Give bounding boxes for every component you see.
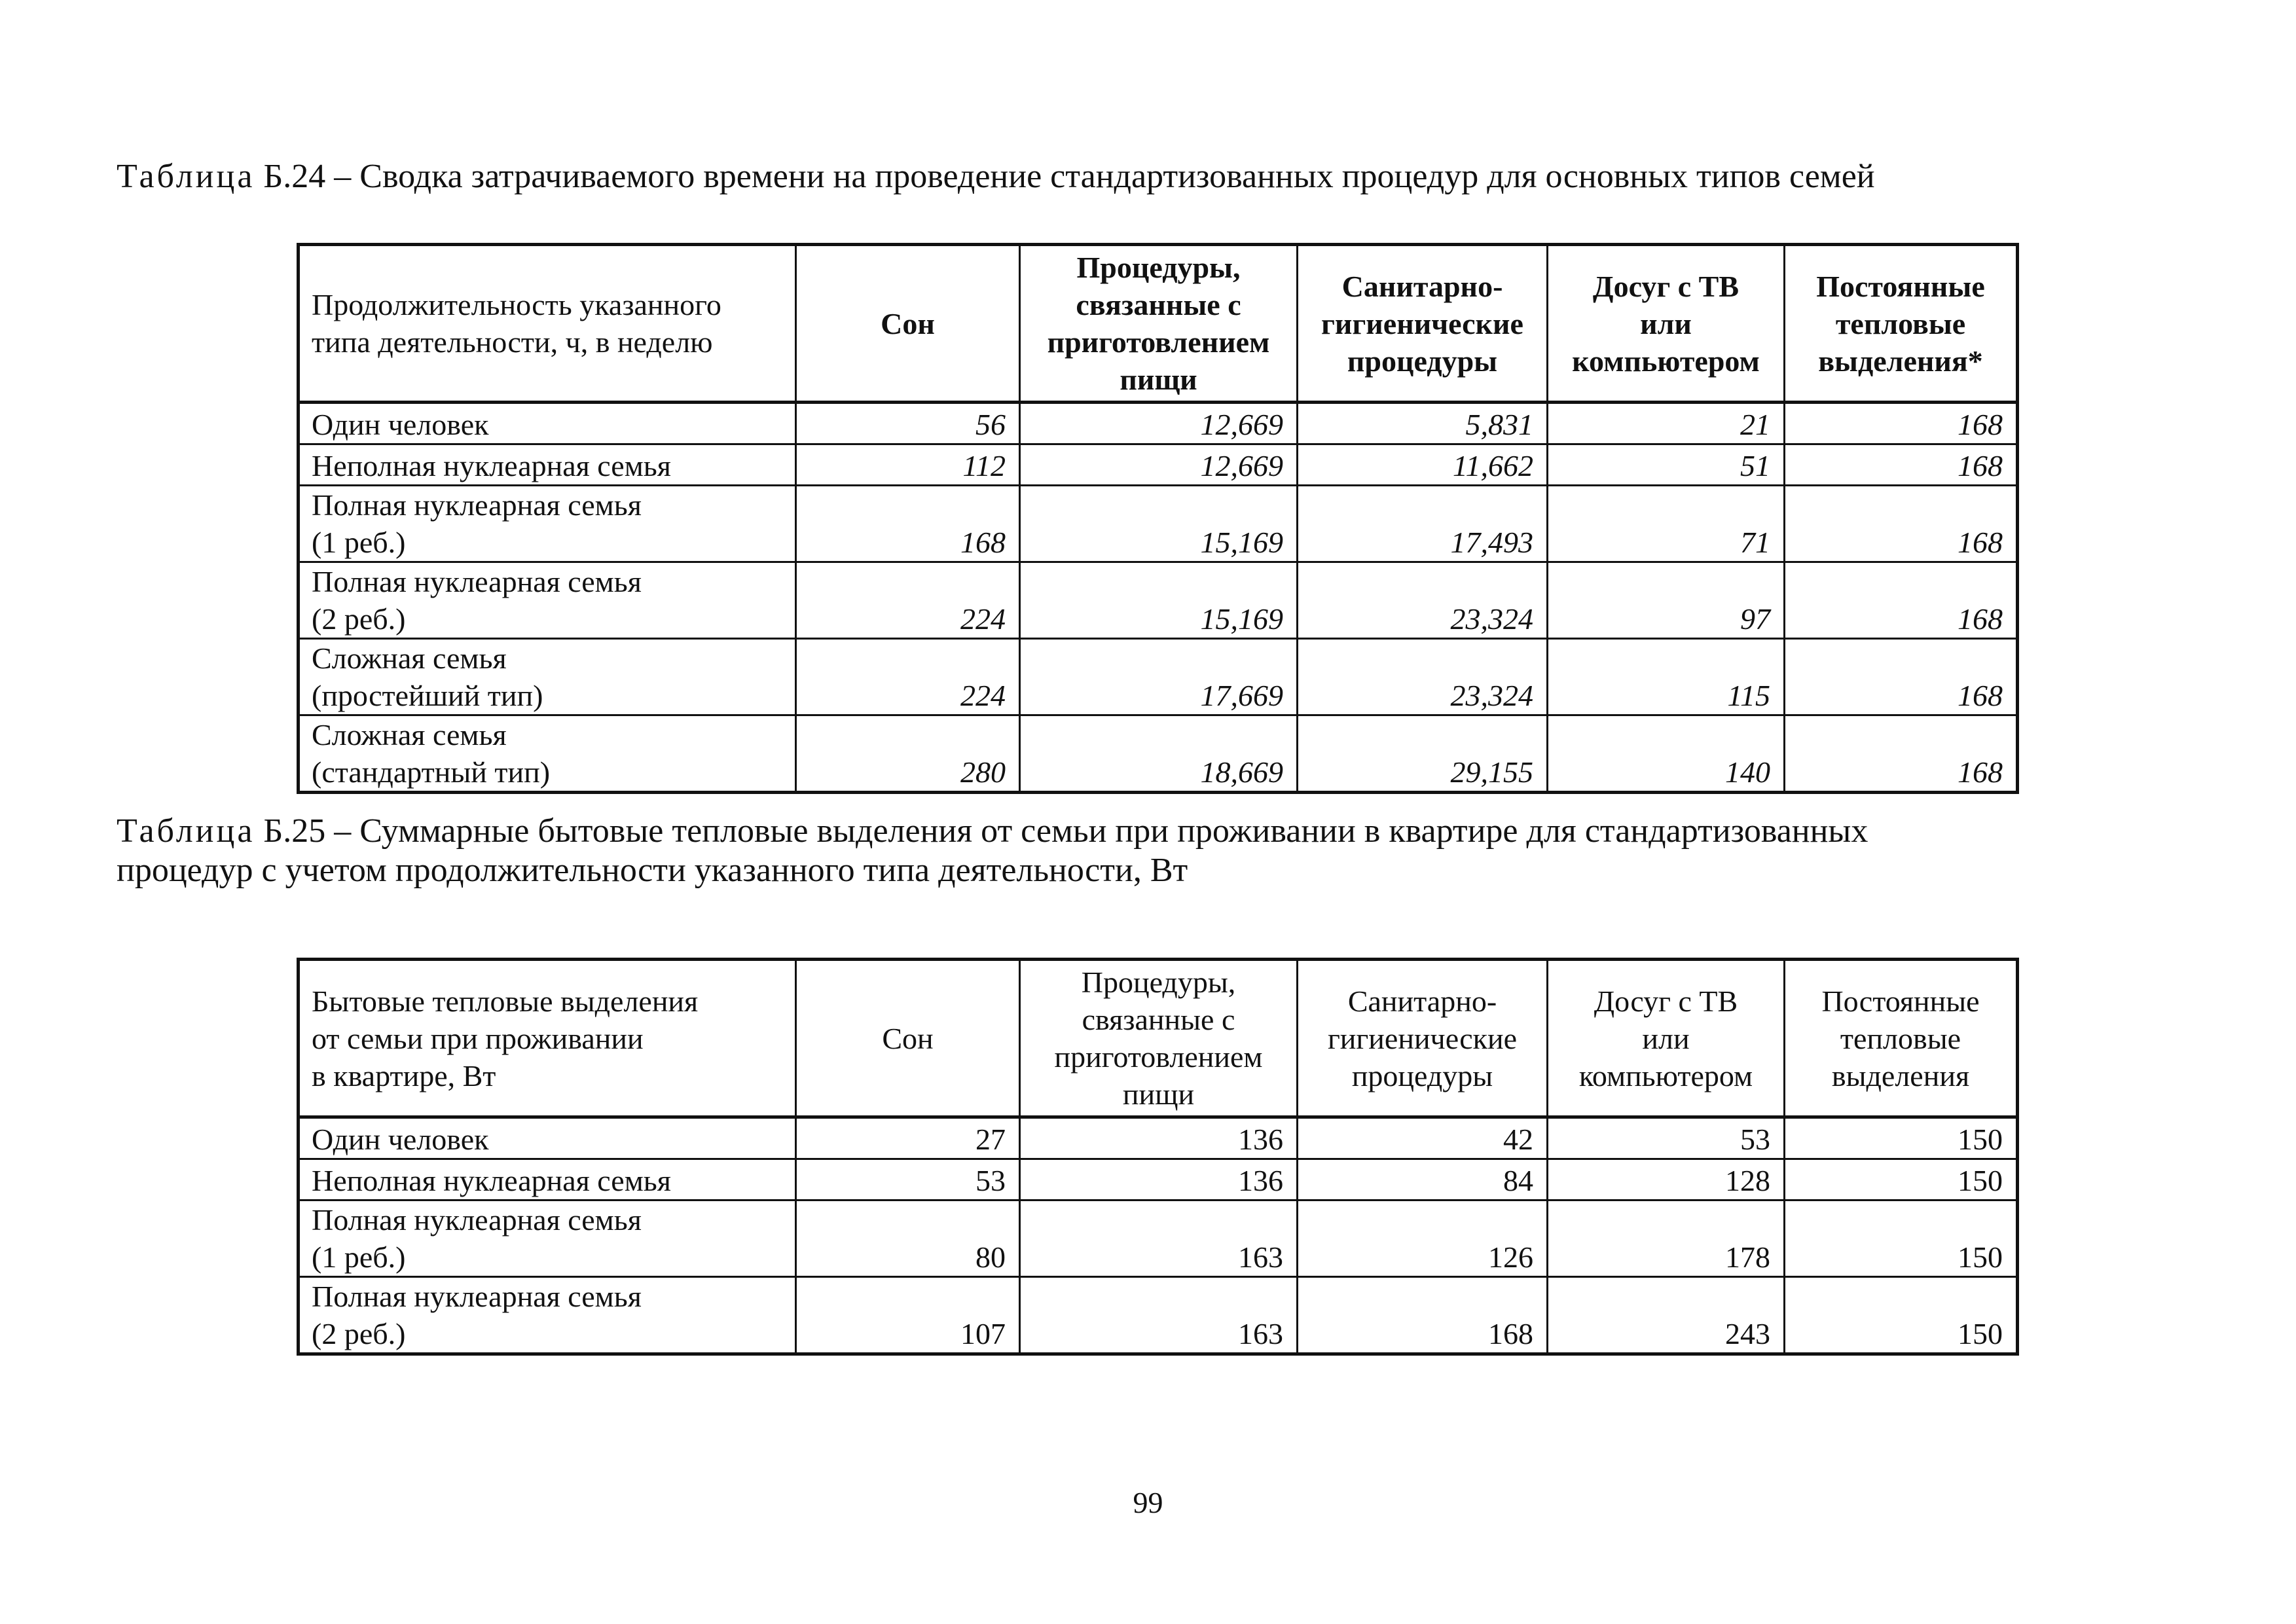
- table-cell: 21: [1548, 403, 1785, 444]
- table-row: [299, 403, 2018, 444]
- table-b24-caption-text: Б.24 – Сводка затрачиваемого времени на проведение стандартизованных процедур для основных типов семей: [255, 158, 1875, 195]
- column-header: Санитарно- гигиенические процедуры: [1298, 245, 1548, 403]
- table-cell: 51: [1548, 444, 1785, 486]
- table-cell: 150: [1785, 1277, 2018, 1354]
- table-row: [299, 486, 2018, 562]
- table-cell: 168: [1785, 403, 2018, 444]
- table-cell: 140: [1548, 715, 1785, 793]
- table-cell: 128: [1548, 1159, 1785, 1200]
- row-label: Один человек: [299, 1117, 796, 1159]
- table-cell: 107: [796, 1277, 1020, 1354]
- column-header: Санитарно- гигиенические процедуры: [1298, 960, 1548, 1117]
- row-label: Полная нуклеарная семья (2 реб.): [299, 1277, 796, 1354]
- table-cell: 42: [1298, 1117, 1548, 1159]
- table-cell: 224: [796, 562, 1020, 639]
- table-cell: 150: [1785, 1117, 2018, 1159]
- page-number: 99: [1133, 1486, 1163, 1519]
- table-cell: 5,831: [1298, 403, 1548, 444]
- table-cell: 168: [1785, 486, 2018, 562]
- table-cell: 168: [1785, 444, 2018, 486]
- table-cell: 168: [1785, 715, 2018, 793]
- table-cell: 168: [1298, 1277, 1548, 1354]
- table-cell: 136: [1020, 1117, 1298, 1159]
- table-b25-caption: [117, 812, 2120, 890]
- table-row: [299, 444, 2018, 486]
- table-cell: 84: [1298, 1159, 1548, 1200]
- table-cell: 56: [796, 403, 1020, 444]
- table-row: [299, 715, 2018, 793]
- table-header-row: [299, 960, 2018, 1117]
- table-cell: 126: [1298, 1200, 1548, 1277]
- table-row: [299, 562, 2018, 639]
- row-label: Сложная семья (простейший тип): [299, 639, 796, 715]
- column-header: Продолжительность указанного типа деятельности, ч, в неделю: [299, 245, 796, 403]
- table-cell: 163: [1020, 1200, 1298, 1277]
- table-b24-caption: [117, 157, 2120, 196]
- table-cell: 17,669: [1020, 639, 1298, 715]
- table-cell: 12,669: [1020, 403, 1298, 444]
- row-label: Неполная нуклеарная семья: [299, 1159, 796, 1200]
- table-header-row: [299, 245, 2018, 403]
- table-row: [299, 1117, 2018, 1159]
- table-cell: 80: [796, 1200, 1020, 1277]
- row-label: Один человек: [299, 403, 796, 444]
- table-cell: 115: [1548, 639, 1785, 715]
- table-cell: 27: [796, 1117, 1020, 1159]
- table-cell: 97: [1548, 562, 1785, 639]
- column-header: Досуг с ТВ или компьютером: [1548, 960, 1785, 1117]
- table-row: [299, 1200, 2018, 1277]
- table-cell: 53: [1548, 1117, 1785, 1159]
- table-cell: 168: [1785, 639, 2018, 715]
- table-b25-caption-text: Б.25 – Суммарные бытовые тепловые выделения от семьи при проживании в квартире для стандартизованных процедур с учетом продолжительности указанного типа деятельности, Вт: [117, 812, 1868, 889]
- table-row: [299, 639, 2018, 715]
- table-cell: 136: [1020, 1159, 1298, 1200]
- column-header: Бытовые тепловые выделения от семьи при проживании в квартире, Вт: [299, 960, 796, 1117]
- table-cell: 23,324: [1298, 639, 1548, 715]
- table-b24: [297, 243, 2019, 794]
- table-row: [299, 1277, 2018, 1354]
- table-b25: [297, 958, 2019, 1356]
- table-cell: 17,493: [1298, 486, 1548, 562]
- table-cell: 15,169: [1020, 486, 1298, 562]
- table-cell: 178: [1548, 1200, 1785, 1277]
- table-cell: 163: [1020, 1277, 1298, 1354]
- row-label: Полная нуклеарная семья (2 реб.): [299, 562, 796, 639]
- column-header: Сон: [796, 960, 1020, 1117]
- column-header: Досуг с ТВ или компьютером: [1548, 245, 1785, 403]
- table-cell: 29,155: [1298, 715, 1548, 793]
- row-label: Полная нуклеарная семья (1 реб.): [299, 1200, 796, 1277]
- column-header: Постоянные тепловые выделения: [1785, 960, 2018, 1117]
- table-cell: 18,669: [1020, 715, 1298, 793]
- table-cell: 168: [796, 486, 1020, 562]
- table-cell: 12,669: [1020, 444, 1298, 486]
- column-header: Процедуры, связанные с приготовлением пищи: [1020, 245, 1298, 403]
- row-label: Неполная нуклеарная семья: [299, 444, 796, 486]
- table-cell: 150: [1785, 1159, 2018, 1200]
- table-b25-caption-label: Таблица: [117, 812, 255, 850]
- column-header: Сон: [796, 245, 1020, 403]
- table-cell: 23,324: [1298, 562, 1548, 639]
- table-cell: 11,662: [1298, 444, 1548, 486]
- table-cell: 168: [1785, 562, 2018, 639]
- row-label: Полная нуклеарная семья (1 реб.): [299, 486, 796, 562]
- column-header: Процедуры, связанные с приготовлением пищи: [1020, 960, 1298, 1117]
- column-header: Постоянные тепловые выделения*: [1785, 245, 2018, 403]
- table-b24-caption-label: Таблица: [117, 158, 255, 195]
- table-cell: 280: [796, 715, 1020, 793]
- table-cell: 71: [1548, 486, 1785, 562]
- row-label: Сложная семья (стандартный тип): [299, 715, 796, 793]
- table-cell: 150: [1785, 1200, 2018, 1277]
- table-row: [299, 1159, 2018, 1200]
- table-cell: 15,169: [1020, 562, 1298, 639]
- table-cell: 224: [796, 639, 1020, 715]
- table-cell: 112: [796, 444, 1020, 486]
- table-cell: 53: [796, 1159, 1020, 1200]
- table-cell: 243: [1548, 1277, 1785, 1354]
